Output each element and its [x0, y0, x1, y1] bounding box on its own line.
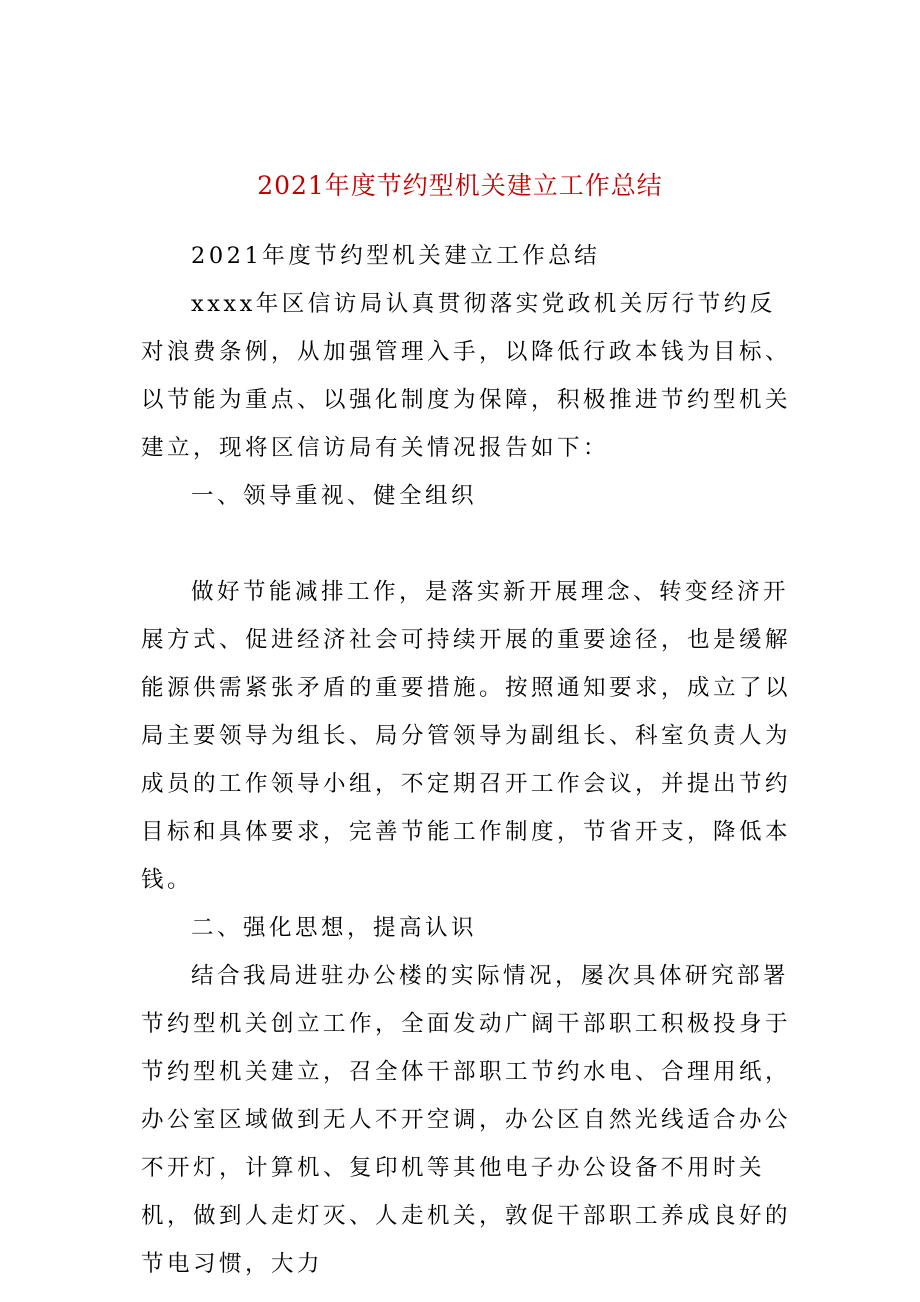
- paragraph-section-2: 结合我局进驻办公楼的实际情况，屡次具体研究部署节约型机关创立工作，全面发动广阔干部职工积极投身于节约型机关建立，召全体干部职工节约水电、合理用纸，办公室区域做到无人不开空调，办公区自然光线适合办公不开灯，计算机、复印机等其他电子办公设备不用时关机，做到人走灯灭、人走机关，敦促干部职工养成良好的节电习惯，大力: [141, 963, 792, 1277]
- blank-line: [141, 520, 795, 568]
- paragraph-intro: xxxx年区信访局认真贯彻落实党政机关厉行节约反对浪费条例，从加强管理入手，以降低行政本钱为目标、以节能为重点、以强化制度为保障，积极推进节约型机关建立，现将区信访局有关情况报告如下：: [141, 291, 792, 461]
- document-body: [141, 232, 795, 1288]
- document-title: 2021年度节约型机关建立工作总结: [257, 171, 663, 200]
- section-heading-1: 一、领导重视、健全组织: [191, 483, 478, 509]
- section-heading-2: 二、强化思想，提高认识: [191, 915, 478, 941]
- paragraph-section-1: 做好节能减排工作，是落实新开展理念、转变经济开展方式、促进经济社会可持续开展的重要途径，也是缓解能源供需紧张矛盾的重要措施。按照通知要求，成立了以局主要领导为组长、局分管领导为副组长、科室负责人为成员的工作领导小组，不定期召开工作会议，并提出节约目标和具体要求，完善节能工作制度，节省开支，降低本钱。: [141, 579, 792, 893]
- paragraph-subtitle: 2021年度节约型机关建立工作总结: [191, 243, 601, 269]
